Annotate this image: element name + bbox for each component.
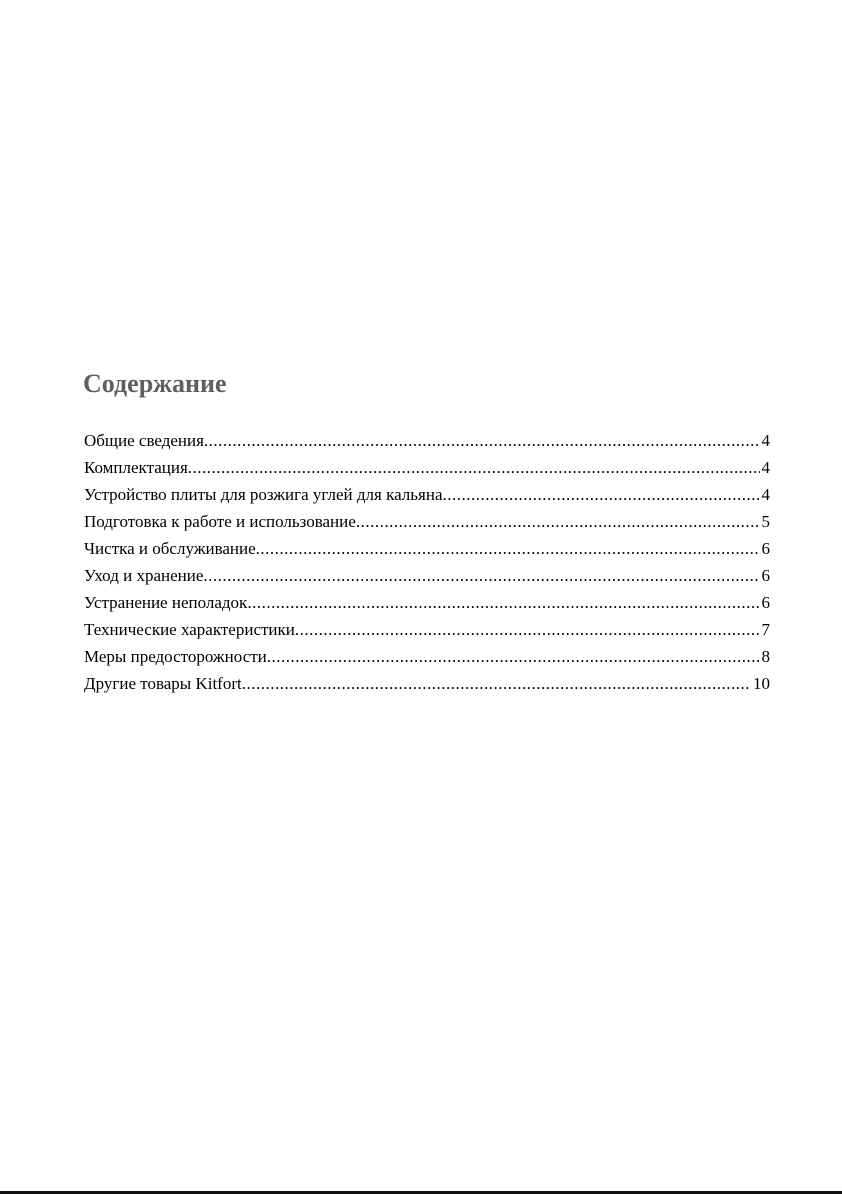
toc-dot-leader xyxy=(267,646,760,668)
toc-entry-label: Другие товары Kitfort xyxy=(84,674,242,693)
toc-dot-leader xyxy=(188,457,760,479)
toc-entry-label: Меры предосторожности xyxy=(84,647,267,666)
toc-entry-cleaning-and-maintenance[interactable] xyxy=(84,538,770,565)
toc-entry-care-and-storage[interactable] xyxy=(84,565,770,592)
toc-page-number: 5 xyxy=(761,512,770,531)
toc-dot-leader xyxy=(356,511,760,533)
toc-entry-other-products[interactable] xyxy=(84,673,770,700)
toc-page-number: 6 xyxy=(761,566,770,585)
toc-entry-device-design[interactable] xyxy=(84,484,770,511)
toc-entry-preparation-and-use[interactable] xyxy=(84,511,770,538)
toc-page-number: 7 xyxy=(761,620,770,639)
toc-entry-label: Устранение неполадок xyxy=(84,593,248,612)
toc-page-number: 10 xyxy=(753,674,770,693)
toc-page-number: 6 xyxy=(761,539,770,558)
toc-page-number: 8 xyxy=(761,647,770,666)
toc-dot-leader xyxy=(256,538,760,560)
toc-dot-leader xyxy=(443,484,760,506)
toc-entry-label: Устройство плиты для розжига углей для кальяна xyxy=(84,485,443,504)
toc-dot-leader xyxy=(242,673,751,695)
toc-entry-label: Подготовка к работе и использование xyxy=(84,512,356,531)
toc-entry-label: Комплектация xyxy=(84,458,188,477)
toc-entry-label: Общие сведения xyxy=(84,431,204,450)
toc-dot-leader xyxy=(204,430,760,452)
toc-entry-label: Технические характеристики xyxy=(84,620,295,639)
toc-entry-specifications[interactable] xyxy=(84,619,770,646)
toc-title: Содержание xyxy=(83,369,227,398)
toc-list xyxy=(84,430,770,700)
toc-page-number: 4 xyxy=(761,458,770,477)
toc-entry-package-contents[interactable] xyxy=(84,457,770,484)
toc-page-number: 4 xyxy=(761,485,770,504)
toc-dot-leader xyxy=(203,565,759,587)
toc-entry-label: Уход и хранение xyxy=(84,566,204,585)
toc-dot-leader xyxy=(295,619,760,641)
toc-entry-label: Чистка и обслуживание xyxy=(84,539,256,558)
toc-entry-safety-precautions[interactable] xyxy=(84,646,770,673)
toc-entry-troubleshooting[interactable] xyxy=(84,592,770,619)
toc-dot-leader xyxy=(247,592,759,614)
toc-entry-general-info[interactable] xyxy=(84,430,770,457)
toc-page-number: 4 xyxy=(761,431,770,450)
toc-page-number: 6 xyxy=(761,593,770,612)
